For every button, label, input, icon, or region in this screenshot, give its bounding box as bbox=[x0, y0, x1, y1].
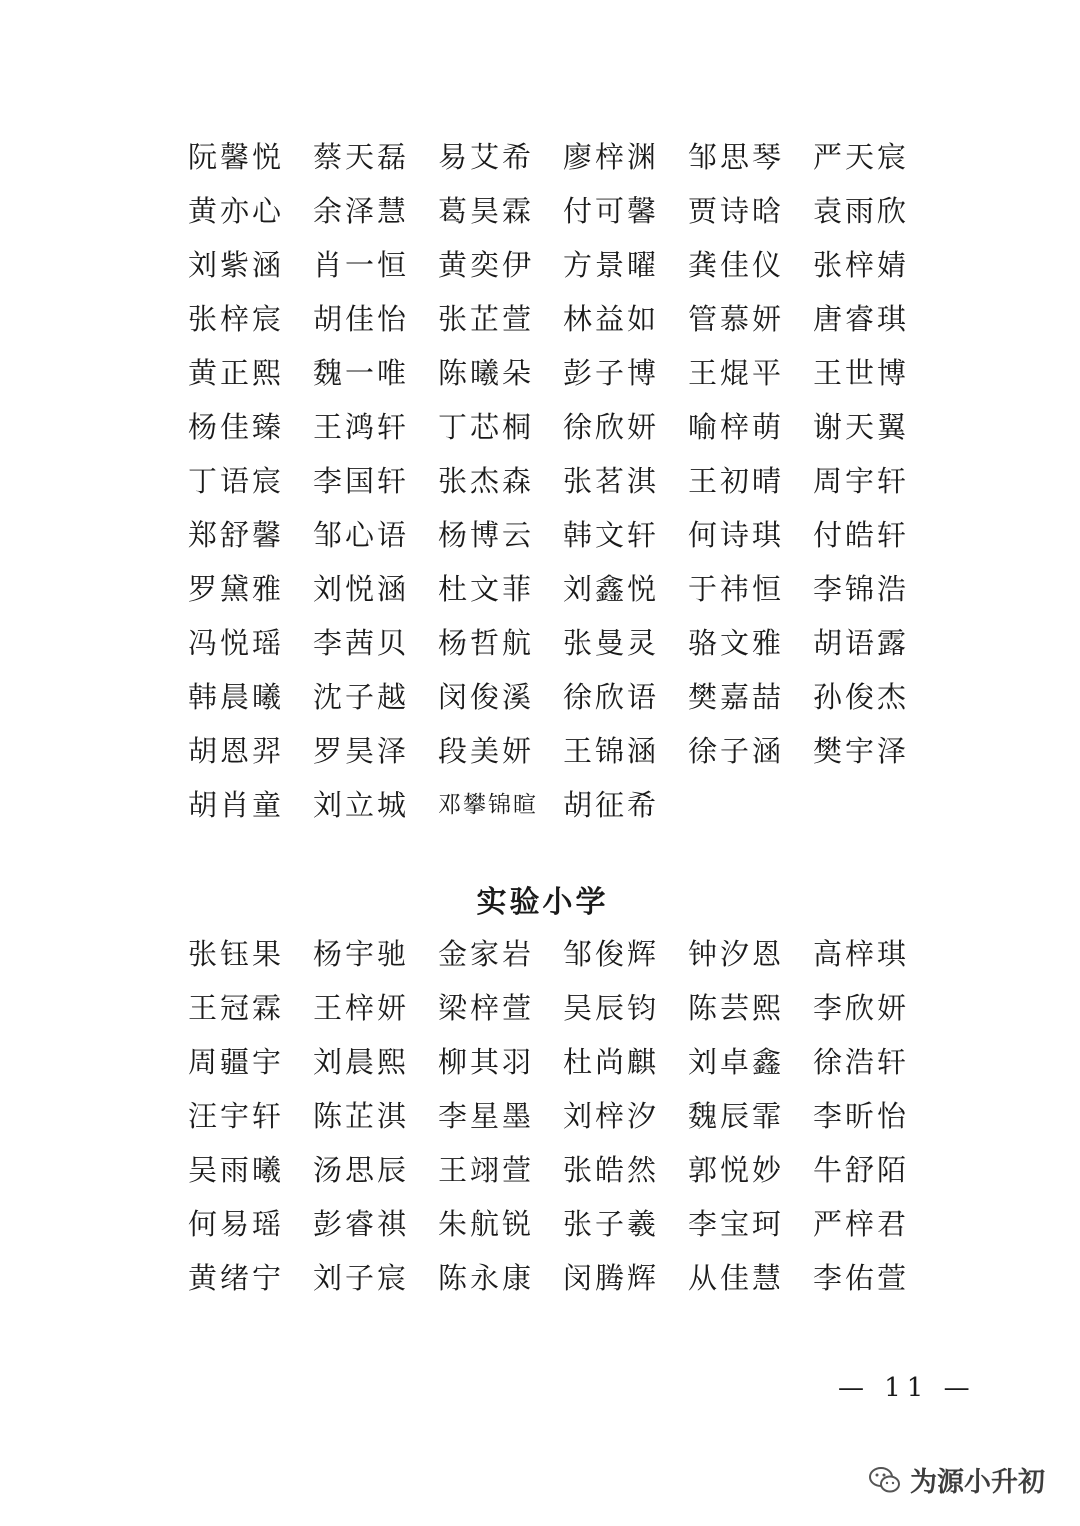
student-name: 李宝珂 bbox=[688, 1207, 785, 1241]
student-name: 林益如 bbox=[563, 302, 660, 336]
student-name: 魏一唯 bbox=[313, 356, 410, 390]
student-name: 张梓婧 bbox=[813, 248, 910, 282]
student-name: 徐欣语 bbox=[563, 680, 660, 714]
student-name: 黄亦心 bbox=[188, 194, 285, 228]
student-name: 于祎恒 bbox=[688, 572, 785, 606]
student-name: 杨哲航 bbox=[438, 626, 535, 660]
student-name: 喻梓萌 bbox=[688, 410, 785, 444]
student-name: 骆文雅 bbox=[688, 626, 785, 660]
student-name: 金家岩 bbox=[438, 937, 535, 971]
student-name: 陈永康 bbox=[438, 1261, 535, 1295]
student-name: 罗昊泽 bbox=[313, 734, 410, 768]
student-name: 王焜平 bbox=[688, 356, 785, 390]
student-name: 王鸿轩 bbox=[313, 410, 410, 444]
student-name: 闵俊溪 bbox=[438, 680, 535, 714]
student-name: 易艾希 bbox=[438, 140, 535, 174]
student-name: 周宇轩 bbox=[813, 464, 910, 498]
student-name: 丁芯桐 bbox=[438, 410, 535, 444]
student-name: 吴辰钧 bbox=[563, 991, 660, 1025]
student-name: 肖一恒 bbox=[313, 248, 410, 282]
student-name: 杜尚麒 bbox=[563, 1045, 660, 1079]
student-name: 沈子越 bbox=[313, 680, 410, 714]
student-name: 樊嘉喆 bbox=[688, 680, 785, 714]
student-name: 唐睿琪 bbox=[813, 302, 910, 336]
student-name: 王冠霖 bbox=[188, 991, 285, 1025]
student-name: 袁雨欣 bbox=[813, 194, 910, 228]
watermark-text: 为源小升初 bbox=[910, 1467, 1045, 1498]
student-name: 葛昊霖 bbox=[438, 194, 535, 228]
student-name: 胡征希 bbox=[563, 788, 660, 822]
student-name: 韩文轩 bbox=[563, 518, 660, 552]
student-name: 徐欣妍 bbox=[563, 410, 660, 444]
student-name: 魏辰霏 bbox=[688, 1099, 785, 1133]
student-name: 邹思琴 bbox=[688, 140, 785, 174]
student-name: 刘晨熙 bbox=[313, 1045, 410, 1079]
student-name: 冯悦瑶 bbox=[188, 626, 285, 660]
student-name: 徐子涵 bbox=[688, 734, 785, 768]
student-name: 张皓然 bbox=[563, 1153, 660, 1187]
section-title: 实验小学 bbox=[476, 885, 609, 920]
student-name: 郭悦妙 bbox=[688, 1153, 785, 1187]
student-name: 李茜贝 bbox=[313, 626, 410, 660]
student-name: 张茗淇 bbox=[563, 464, 660, 498]
student-name: 蔡天磊 bbox=[313, 140, 410, 174]
student-name: 杨博云 bbox=[438, 518, 535, 552]
watermark bbox=[868, 1460, 1045, 1499]
student-name: 方景曜 bbox=[563, 248, 660, 282]
student-name: 刘鑫悦 bbox=[563, 572, 660, 606]
student-name: 罗黛雅 bbox=[188, 572, 285, 606]
name-list-section-1 bbox=[188, 130, 948, 832]
student-name: 钟汐恩 bbox=[688, 937, 785, 971]
student-name: 李星墨 bbox=[438, 1099, 535, 1133]
student-name: 张芷萱 bbox=[438, 302, 535, 336]
student-name: 牛舒陌 bbox=[813, 1153, 910, 1187]
student-name: 杨宇驰 bbox=[313, 937, 410, 971]
student-name: 彭睿祺 bbox=[313, 1207, 410, 1241]
student-name: 阮馨悦 bbox=[188, 140, 285, 174]
student-name: 汪宇轩 bbox=[188, 1099, 285, 1133]
student-name: 韩晨曦 bbox=[188, 680, 285, 714]
student-name: 陈芸熙 bbox=[688, 991, 785, 1025]
student-name: 刘梓汐 bbox=[563, 1099, 660, 1133]
student-name: 黄奕伊 bbox=[438, 248, 535, 282]
student-name: 胡肖童 bbox=[188, 788, 285, 822]
student-name: 李锦浩 bbox=[813, 572, 910, 606]
student-name: 廖梓渊 bbox=[563, 140, 660, 174]
student-name: 王初晴 bbox=[688, 464, 785, 498]
student-name: 高梓琪 bbox=[813, 937, 910, 971]
student-name: 刘子宸 bbox=[313, 1261, 410, 1295]
student-name: 徐浩轩 bbox=[813, 1045, 910, 1079]
student-name: 付可馨 bbox=[563, 194, 660, 228]
student-name: 付皓轩 bbox=[813, 518, 910, 552]
student-name: 邓攀锦暄 bbox=[438, 792, 538, 818]
student-name: 黄绪宁 bbox=[188, 1261, 285, 1295]
student-name: 何诗琪 bbox=[688, 518, 785, 552]
student-name: 闵腾辉 bbox=[563, 1261, 660, 1295]
student-name: 李欣妍 bbox=[813, 991, 910, 1025]
student-name: 刘悦涵 bbox=[313, 572, 410, 606]
student-name: 陈芷淇 bbox=[313, 1099, 410, 1133]
student-name: 管慕妍 bbox=[688, 302, 785, 336]
student-name: 严梓君 bbox=[813, 1207, 910, 1241]
student-name: 谢天翼 bbox=[813, 410, 910, 444]
student-name: 汤思辰 bbox=[313, 1153, 410, 1187]
student-name: 梁梓萱 bbox=[438, 991, 535, 1025]
student-name: 张杰森 bbox=[438, 464, 535, 498]
student-name: 吴雨曦 bbox=[188, 1153, 285, 1187]
student-name: 王锦涵 bbox=[563, 734, 660, 768]
student-name: 张钰果 bbox=[188, 937, 285, 971]
student-name: 贾诗晗 bbox=[688, 194, 785, 228]
student-name: 李佑萱 bbox=[813, 1261, 910, 1295]
student-name: 孙俊杰 bbox=[813, 680, 910, 714]
student-name: 张梓宸 bbox=[188, 302, 285, 336]
student-name: 胡语露 bbox=[813, 626, 910, 660]
student-name: 张曼灵 bbox=[563, 626, 660, 660]
student-name: 朱航锐 bbox=[438, 1207, 535, 1241]
student-name: 胡恩羿 bbox=[188, 734, 285, 768]
student-name: 刘紫涵 bbox=[188, 248, 285, 282]
student-name: 王翊萱 bbox=[438, 1153, 535, 1187]
student-name: 龚佳仪 bbox=[688, 248, 785, 282]
student-name: 邹俊辉 bbox=[563, 937, 660, 971]
student-name: 丁语宸 bbox=[188, 464, 285, 498]
student-name: 彭子博 bbox=[563, 356, 660, 390]
student-name: 李昕怡 bbox=[813, 1099, 910, 1133]
student-name: 段美妍 bbox=[438, 734, 535, 768]
student-name: 杨佳臻 bbox=[188, 410, 285, 444]
name-list-section-2 bbox=[188, 927, 948, 1305]
student-name: 刘立城 bbox=[313, 788, 410, 822]
student-name: 胡佳怡 bbox=[313, 302, 410, 336]
student-name: 柳其羽 bbox=[438, 1045, 535, 1079]
student-name: 张子羲 bbox=[563, 1207, 660, 1241]
student-name: 刘卓鑫 bbox=[688, 1045, 785, 1079]
student-name: 王世博 bbox=[813, 356, 910, 390]
wechat-icon bbox=[868, 1465, 902, 1495]
student-name: 陈曦朵 bbox=[438, 356, 535, 390]
student-name: 周疆宇 bbox=[188, 1045, 285, 1079]
student-name: 黄正熙 bbox=[188, 356, 285, 390]
student-name: 余泽慧 bbox=[313, 194, 410, 228]
student-name: 严天宸 bbox=[813, 140, 910, 174]
student-name: 杜文菲 bbox=[438, 572, 535, 606]
student-name: 从佳慧 bbox=[688, 1261, 785, 1295]
student-name: 邹心语 bbox=[313, 518, 410, 552]
student-name: 郑舒馨 bbox=[188, 518, 285, 552]
page-number: — 11 — bbox=[838, 1373, 976, 1403]
student-name: 何易瑶 bbox=[188, 1207, 285, 1241]
student-name: 樊宇泽 bbox=[813, 734, 910, 768]
student-name: 王梓妍 bbox=[313, 991, 410, 1025]
student-name: 李国轩 bbox=[313, 464, 410, 498]
